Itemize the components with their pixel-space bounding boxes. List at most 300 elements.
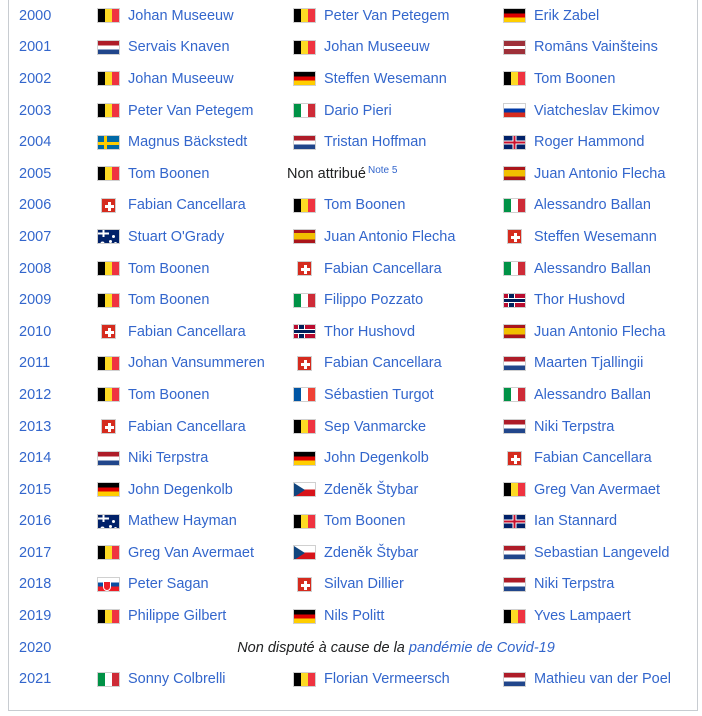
belgium-flag-icon <box>293 8 316 23</box>
rider-link[interactable]: Greg Van Avermaet <box>534 481 661 498</box>
rider-entry <box>291 39 501 55</box>
second-cell <box>291 63 501 95</box>
second-cell <box>291 442 501 474</box>
france-flag-icon <box>293 387 316 402</box>
rider-entry <box>291 355 501 371</box>
rider-entry <box>95 261 291 277</box>
belgium-flag-icon <box>503 71 526 86</box>
third-cell <box>501 411 697 443</box>
rider-entry <box>291 292 501 308</box>
spain-flag-icon <box>503 166 526 181</box>
rider-link[interactable]: Alessandro Ballan <box>534 260 651 277</box>
rider-link[interactable]: Filippo Pozzato <box>324 292 424 309</box>
results-table <box>8 0 698 711</box>
germany-flag-icon <box>293 451 316 466</box>
belgium-flag-icon <box>97 545 120 560</box>
rider-link[interactable]: Sébastien Turgot <box>324 386 434 403</box>
rider-entry <box>501 576 697 592</box>
rider-link[interactable]: Mathieu van der Poel <box>534 671 672 688</box>
year-link[interactable]: 2005 <box>19 165 52 182</box>
table-row <box>9 253 697 285</box>
rider-entry <box>501 8 697 24</box>
rider-link[interactable]: Tom Boonen <box>128 165 210 182</box>
rider-entry <box>95 166 291 182</box>
third-cell <box>501 663 697 695</box>
rider-entry <box>95 39 291 55</box>
winner-cell <box>95 0 291 32</box>
second-cell <box>291 190 501 222</box>
rider-entry <box>291 545 501 561</box>
belgium-flag-icon <box>293 40 316 55</box>
rider-link[interactable]: Philippe Gilbert <box>128 608 227 625</box>
belgium-flag-icon <box>293 672 316 687</box>
second-cell <box>291 32 501 64</box>
rider-entry <box>291 197 501 213</box>
switzerland-flag-icon <box>297 356 312 371</box>
rider-link[interactable]: Steffen Wesemann <box>324 70 447 87</box>
table-row <box>9 0 697 32</box>
rider-entry <box>291 71 501 87</box>
germany-flag-icon <box>293 71 316 86</box>
belgium-flag-icon <box>97 356 120 371</box>
year-link[interactable]: 2014 <box>19 450 52 467</box>
netherlands-flag-icon <box>503 672 526 687</box>
switzerland-flag-icon <box>101 419 116 434</box>
rider-link[interactable]: Fabian Cancellara <box>128 323 246 340</box>
rider-link[interactable]: Magnus Bäckstedt <box>128 134 248 151</box>
rider-link[interactable]: Maarten Tjallingii <box>534 355 644 372</box>
winner-cell <box>95 221 291 253</box>
rider-entry <box>501 166 697 182</box>
rider-link[interactable]: Thor Hushovd <box>324 323 416 340</box>
rider-link[interactable]: Johan Vansummeren <box>128 355 265 372</box>
year-link[interactable]: 2009 <box>19 292 52 309</box>
rider-link[interactable]: Florian Vermeersch <box>324 671 450 688</box>
winner-cell <box>95 411 291 443</box>
table-row <box>9 32 697 64</box>
italy-flag-icon <box>503 387 526 402</box>
table-row <box>9 474 697 506</box>
belgium-flag-icon <box>97 609 120 624</box>
italy-flag-icon <box>503 261 526 276</box>
slovakia-flag-icon <box>97 577 120 592</box>
switzerland-flag-icon <box>507 451 522 466</box>
year-link[interactable]: 2012 <box>19 386 52 403</box>
belgium-flag-icon <box>97 293 120 308</box>
sweden-flag-icon <box>97 135 120 150</box>
belgium-flag-icon <box>97 71 120 86</box>
rider-entry <box>291 103 501 119</box>
rider-link[interactable]: Sonny Colbrelli <box>128 671 226 688</box>
rider-entry <box>501 71 697 87</box>
rider-link[interactable]: Zdeněk Štybar <box>324 544 419 561</box>
year-link[interactable]: 2000 <box>19 7 52 24</box>
rider-link[interactable]: Juan Antonio Flecha <box>534 165 666 182</box>
netherlands-flag-icon <box>503 419 526 434</box>
table-row <box>9 663 697 695</box>
rider-link[interactable]: Tristan Hoffman <box>324 134 427 151</box>
third-cell <box>501 316 697 348</box>
winner-cell <box>95 537 291 569</box>
second-cell <box>291 411 501 443</box>
year-link[interactable]: 2008 <box>19 260 52 277</box>
rider-link[interactable]: Ian Stannard <box>534 513 618 530</box>
rider-link[interactable]: Tom Boonen <box>534 70 616 87</box>
second-cell <box>291 95 501 127</box>
third-cell <box>501 569 697 601</box>
australia-flag-icon <box>97 514 120 529</box>
belgium-flag-icon <box>293 198 316 213</box>
podium-table-body <box>9 0 697 695</box>
year-link[interactable]: 2015 <box>19 481 52 498</box>
winner-cell <box>95 158 291 190</box>
rider-entry <box>501 324 697 340</box>
rider-link[interactable]: Peter Van Petegem <box>324 7 450 24</box>
latvia-flag-icon <box>503 40 526 55</box>
italy-flag-icon <box>97 672 120 687</box>
third-cell <box>501 221 697 253</box>
rider-entry <box>95 8 291 24</box>
winner-cell <box>95 379 291 411</box>
belgium-flag-icon <box>97 166 120 181</box>
table-row <box>9 348 697 380</box>
rider-entry <box>95 387 291 403</box>
norway-flag-icon <box>503 293 526 308</box>
winner-cell <box>95 569 291 601</box>
rider-entry <box>501 292 697 308</box>
rider-link[interactable]: Tom Boonen <box>128 386 210 403</box>
rider-entry <box>95 419 291 435</box>
netherlands-flag-icon <box>293 135 316 150</box>
rider-entry <box>291 261 501 277</box>
rider-link[interactable]: Silvan Dillier <box>324 576 404 593</box>
rider-link[interactable]: Alessandro Ballan <box>534 197 651 214</box>
year-link[interactable]: 2020 <box>19 639 52 656</box>
spain-flag-icon <box>503 324 526 339</box>
spain-flag-icon <box>293 229 316 244</box>
rider-entry <box>95 482 291 498</box>
winner-cell <box>95 253 291 285</box>
winner-cell <box>95 348 291 380</box>
second-cell <box>291 379 501 411</box>
third-cell <box>501 600 697 632</box>
year-link[interactable]: 2017 <box>19 544 52 561</box>
rider-entry <box>95 197 291 213</box>
table-row <box>9 190 697 222</box>
rider-entry <box>291 134 501 150</box>
second-cell <box>291 474 501 506</box>
czech-republic-flag-icon <box>293 482 316 497</box>
year-link[interactable]: 2021 <box>19 671 52 688</box>
rider-entry <box>501 513 697 529</box>
third-cell <box>501 158 697 190</box>
rider-entry <box>501 229 697 245</box>
table-row <box>9 411 697 443</box>
rider-entry <box>501 261 697 277</box>
switzerland-flag-icon <box>297 261 312 276</box>
rider-link[interactable]: Fabian Cancellara <box>534 450 652 467</box>
winner-cell <box>95 190 291 222</box>
rider-link[interactable]: Niki Terpstra <box>534 418 615 435</box>
belgium-flag-icon <box>97 103 120 118</box>
belgium-flag-icon <box>293 514 316 529</box>
year-link[interactable]: 2018 <box>19 576 52 593</box>
second-cell <box>291 316 501 348</box>
rider-entry <box>95 292 291 308</box>
rider-entry <box>287 165 501 182</box>
table-row <box>9 95 697 127</box>
rider-entry <box>291 608 501 624</box>
rider-entry <box>291 450 501 466</box>
belgium-flag-icon <box>97 8 120 23</box>
winner-cell <box>95 63 291 95</box>
united-kingdom-flag-icon <box>503 514 526 529</box>
rider-entry <box>95 450 291 466</box>
rider-link[interactable]: Peter Van Petegem <box>128 102 254 119</box>
third-cell <box>501 0 697 32</box>
table-row <box>9 442 697 474</box>
switzerland-flag-icon <box>297 577 312 592</box>
table-row <box>9 506 697 538</box>
third-cell <box>501 284 697 316</box>
rider-entry <box>501 450 697 466</box>
table-row <box>9 569 697 601</box>
rider-entry <box>95 71 291 87</box>
rider-entry <box>501 103 697 119</box>
year-link[interactable]: 2016 <box>19 513 52 530</box>
italy-flag-icon <box>293 103 316 118</box>
third-cell <box>501 348 697 380</box>
rider-link[interactable]: John Degenkolb <box>324 450 429 467</box>
netherlands-flag-icon <box>97 40 120 55</box>
third-cell <box>501 63 697 95</box>
rider-link[interactable]: Fabian Cancellara <box>324 260 442 277</box>
year-link[interactable]: 2004 <box>19 134 52 151</box>
rider-link[interactable]: Servais Knaven <box>128 39 230 56</box>
belgium-flag-icon <box>97 261 120 276</box>
year-link[interactable]: 2019 <box>19 608 52 625</box>
rider-entry <box>501 39 697 55</box>
rider-link[interactable]: Greg Van Avermaet <box>128 544 255 561</box>
winner-cell <box>95 663 291 695</box>
rider-link[interactable]: Fabian Cancellara <box>324 355 442 372</box>
rider-link[interactable]: Juan Antonio Flecha <box>324 228 456 245</box>
table-row <box>9 632 697 664</box>
rider-link[interactable]: Thor Hushovd <box>534 292 626 309</box>
switzerland-flag-icon <box>507 229 522 244</box>
third-cell <box>501 190 697 222</box>
third-cell <box>501 537 697 569</box>
rider-entry <box>501 419 697 435</box>
rider-entry <box>95 134 291 150</box>
rider-link[interactable]: Johan Museeuw <box>128 7 234 24</box>
belgium-flag-icon <box>503 609 526 624</box>
year-link[interactable]: 2007 <box>19 228 52 245</box>
winner-cell <box>95 442 291 474</box>
rider-entry <box>501 482 697 498</box>
rider-entry <box>95 103 291 119</box>
year-link[interactable]: 2006 <box>19 197 52 214</box>
second-cell <box>291 663 501 695</box>
rider-entry <box>501 197 697 213</box>
table-row <box>9 316 697 348</box>
second-cell <box>291 600 501 632</box>
rider-link[interactable]: Sep Vanmarcke <box>324 418 427 435</box>
rider-entry <box>501 387 697 403</box>
rider-link[interactable]: Yves Lampaert <box>534 608 631 625</box>
rider-link[interactable]: Stuart O'Grady <box>128 228 225 245</box>
rider-link[interactable]: Fabian Cancellara <box>128 418 246 435</box>
netherlands-flag-icon <box>503 356 526 371</box>
belgium-flag-icon <box>97 387 120 402</box>
rider-entry <box>95 671 291 687</box>
year-link[interactable]: 2001 <box>19 39 52 56</box>
third-cell <box>501 32 697 64</box>
second-cell <box>291 0 501 32</box>
rider-link[interactable]: Zdeněk Štybar <box>324 481 419 498</box>
third-cell <box>501 126 697 158</box>
rider-entry <box>291 324 501 340</box>
rider-link[interactable]: Juan Antonio Flecha <box>534 323 666 340</box>
second-cell <box>291 348 501 380</box>
podium-table <box>9 0 697 695</box>
winner-cell <box>95 506 291 538</box>
winner-cell <box>95 32 291 64</box>
third-cell <box>501 379 697 411</box>
table-row <box>9 600 697 632</box>
year-link[interactable]: 2003 <box>19 102 52 119</box>
rider-entry <box>291 8 501 24</box>
winner-cell <box>95 95 291 127</box>
rider-entry <box>95 576 291 592</box>
belgium-flag-icon <box>293 419 316 434</box>
rider-link[interactable]: Roger Hammond <box>534 134 645 151</box>
year-link[interactable]: 2013 <box>19 418 52 435</box>
rider-entry <box>501 671 697 687</box>
rider-link[interactable]: Johan Museeuw <box>324 39 430 56</box>
rider-link[interactable]: Peter Sagan <box>128 576 209 593</box>
rider-entry <box>95 545 291 561</box>
netherlands-flag-icon <box>503 545 526 560</box>
rider-entry <box>501 545 697 561</box>
second-cell <box>287 158 501 190</box>
rider-link[interactable]: Tom Boonen <box>324 197 406 214</box>
rider-link[interactable]: Niki Terpstra <box>128 450 209 467</box>
covid-pandemic-link[interactable]: pandémie de Covid-19 <box>408 639 555 656</box>
germany-flag-icon <box>97 482 120 497</box>
third-cell <box>501 442 697 474</box>
rider-link[interactable]: Fabian Cancellara <box>128 197 246 214</box>
rider-link[interactable]: Romāns Vainšteins <box>534 39 658 56</box>
third-cell <box>501 253 697 285</box>
year-link[interactable]: 2002 <box>19 70 52 87</box>
switzerland-flag-icon <box>101 324 116 339</box>
winner-cell <box>95 600 291 632</box>
footnote-link[interactable]: Note 5 <box>368 165 398 177</box>
second-cell <box>291 569 501 601</box>
rider-link[interactable]: Viatcheslav Ekimov <box>534 102 660 119</box>
rider-link[interactable]: John Degenkolb <box>128 481 233 498</box>
rider-entry <box>291 387 501 403</box>
cancelled-note <box>95 632 697 664</box>
rider-link[interactable]: Dario Pieri <box>324 102 392 119</box>
second-cell <box>291 506 501 538</box>
rider-link[interactable]: Mathew Hayman <box>128 513 237 530</box>
second-cell <box>291 253 501 285</box>
second-cell <box>291 221 501 253</box>
winner-cell <box>95 474 291 506</box>
table-row <box>9 284 697 316</box>
rider-entry <box>95 355 291 371</box>
rider-link[interactable]: Tom Boonen <box>128 292 210 309</box>
rider-entry <box>95 229 291 245</box>
rider-entry <box>501 355 697 371</box>
rider-link[interactable]: Sebastian Langeveld <box>534 544 670 561</box>
third-cell <box>501 474 697 506</box>
second-cell <box>291 126 501 158</box>
rider-link[interactable]: Steffen Wesemann <box>534 228 657 245</box>
winner-cell <box>95 316 291 348</box>
second-cell <box>291 537 501 569</box>
rider-entry <box>95 324 291 340</box>
rider-entry <box>501 134 697 150</box>
second-cell <box>291 284 501 316</box>
italy-flag-icon <box>503 198 526 213</box>
year-link[interactable]: 2010 <box>19 323 52 340</box>
russia-flag-icon <box>503 103 526 118</box>
table-row <box>9 379 697 411</box>
rider-entry <box>95 513 291 529</box>
not-awarded-text: Non attribué <box>287 165 366 182</box>
rider-entry <box>291 482 501 498</box>
rider-link[interactable]: Johan Museeuw <box>128 70 234 87</box>
rider-link[interactable]: Tom Boonen <box>128 260 210 277</box>
table-row <box>9 126 697 158</box>
winner-cell <box>95 284 291 316</box>
third-cell <box>501 95 697 127</box>
table-row <box>9 63 697 95</box>
germany-flag-icon <box>503 8 526 23</box>
rider-link[interactable]: Alessandro Ballan <box>534 386 651 403</box>
rider-entry <box>291 576 501 592</box>
table-row <box>9 221 697 253</box>
rider-entry <box>95 608 291 624</box>
czech-republic-flag-icon <box>293 545 316 560</box>
rider-entry <box>291 671 501 687</box>
third-cell <box>501 506 697 538</box>
rider-link[interactable]: Niki Terpstra <box>534 576 615 593</box>
table-row <box>9 537 697 569</box>
year-link[interactable]: 2011 <box>19 355 51 372</box>
rider-link[interactable]: Nils Politt <box>324 608 385 625</box>
rider-link[interactable]: Tom Boonen <box>324 513 406 530</box>
rider-entry <box>291 513 501 529</box>
switzerland-flag-icon <box>101 198 116 213</box>
table-row <box>9 158 697 190</box>
winner-cell <box>95 126 291 158</box>
united-kingdom-flag-icon <box>503 135 526 150</box>
germany-flag-icon <box>293 609 316 624</box>
netherlands-flag-icon <box>97 451 120 466</box>
rider-entry <box>291 419 501 435</box>
australia-flag-icon <box>97 229 120 244</box>
rider-link[interactable]: Erik Zabel <box>534 7 600 24</box>
cancelled-text: Non disputé à cause de la <box>237 639 409 656</box>
italy-flag-icon <box>293 293 316 308</box>
norway-flag-icon <box>293 324 316 339</box>
rider-entry <box>291 229 501 245</box>
rider-entry <box>501 608 697 624</box>
